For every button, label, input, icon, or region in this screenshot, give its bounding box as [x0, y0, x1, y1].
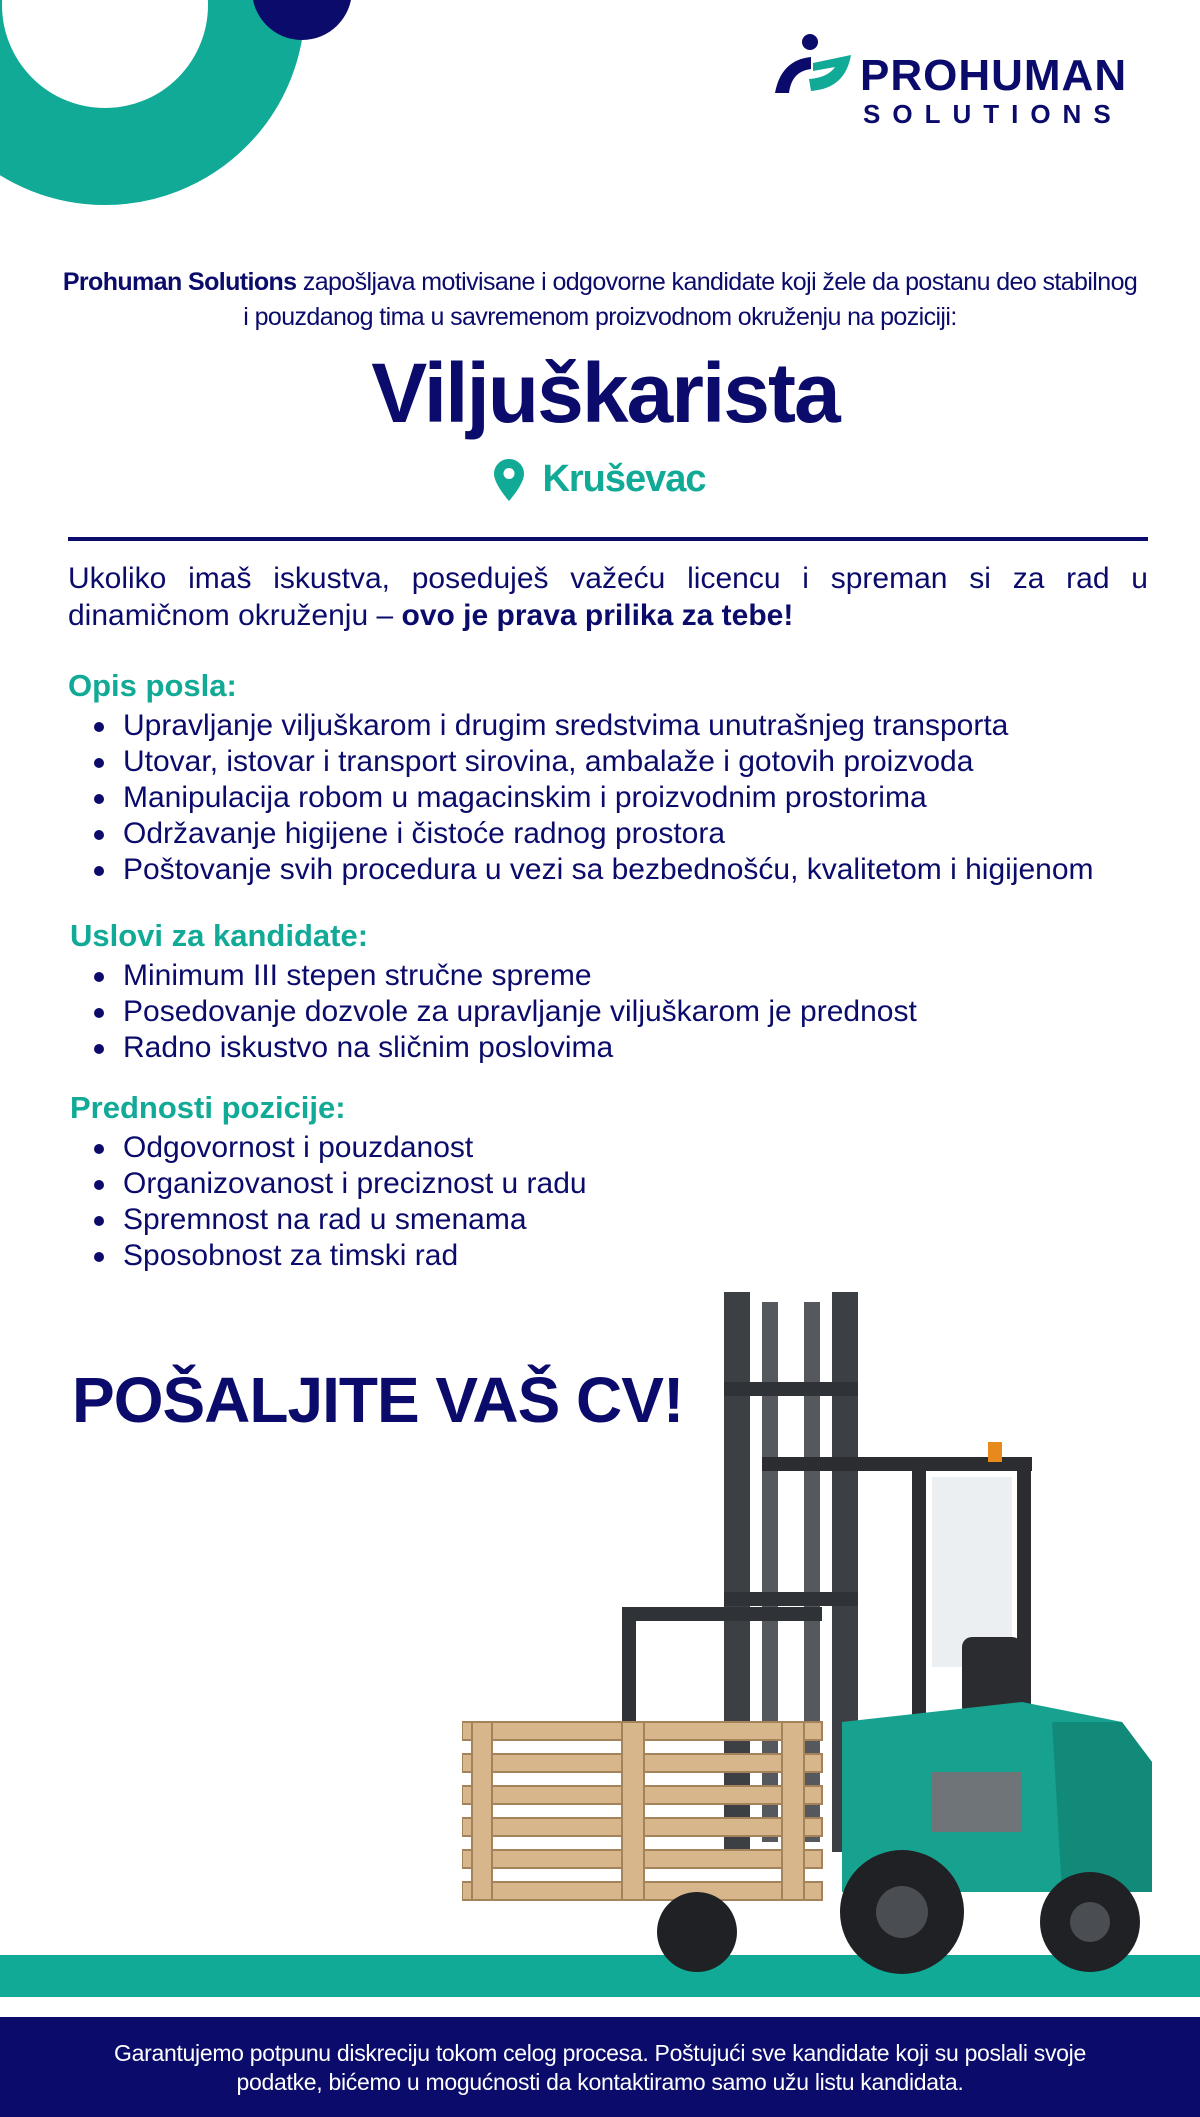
- lead-text: Ukoliko imaš iskustva, poseduješ važeću licencu i spreman si za rad u dinamičnom okruženju –: [68, 562, 1148, 632]
- list-item: Održavanje higijene i čistoće radnog prostora: [90, 816, 1094, 852]
- cta-send-cv: POŠALJITE VAŠ CV!: [72, 1364, 684, 1436]
- map-pin-icon: [494, 459, 524, 501]
- footer-disclaimer: Garantujemo potpunu diskreciju tokom celog procesa. Poštujući sve kandidate koji su poslali svoje podatke, bićemo u mogućnosti da kontaktiramo samo užu listu kandidata.: [0, 2017, 1200, 2117]
- job-location: [0, 458, 1200, 501]
- section-title-requirements: Uslovi za kandidate:: [70, 918, 369, 953]
- advantages-list: [90, 1130, 587, 1274]
- location-label: Kruševac: [542, 458, 706, 500]
- prohuman-logo-icon: [773, 33, 853, 98]
- list-item: Manipulacija robom u magacinskim i proizvodnim prostorima: [90, 780, 1094, 816]
- list-item: Upravljanje viljuškarom i drugim sredstvima unutrašnjeg transporta: [90, 708, 1094, 744]
- list-item: Radno iskustvo na sličnim poslovima: [90, 1030, 917, 1066]
- intro-paragraph: [60, 265, 1140, 335]
- list-item: Organizovanost i preciznost u radu: [90, 1166, 587, 1202]
- list-item: Minimum III stepen stručne spreme: [90, 958, 917, 994]
- divider: [68, 537, 1148, 541]
- intro-company-name: Prohuman Solutions: [62, 268, 297, 296]
- lead-emphasis: ovo je prava prilika za tebe!: [401, 599, 794, 632]
- forklift-illustration: [462, 1292, 1162, 1992]
- intro-text: zapošljava motivisane i odgovorne kandidate koji žele da postanu deo stabilnog i pouzdanog tima u savremenom proizvodnom okruženju na poziciji:: [243, 268, 1138, 331]
- list-item: Poštovanje svih procedura u vezi sa bezbednošću, kvalitetom i higijenom: [90, 852, 1094, 888]
- list-item: Sposobnost za timski rad: [90, 1238, 587, 1274]
- section-title-job-description: Opis posla:: [68, 668, 237, 703]
- list-item: Spremnost na rad u smenama: [90, 1202, 587, 1238]
- list-item: Odgovornost i pouzdanost: [90, 1130, 587, 1166]
- lead-paragraph: [68, 560, 1148, 634]
- job-description-list: [90, 708, 1094, 888]
- list-item: Utovar, istovar i transport sirovina, ambalaže i gotovih proizvoda: [90, 744, 1094, 780]
- list-item: Posedovanje dozvole za upravljanje viljuškarom je prednost: [90, 994, 917, 1030]
- teal-arc-decoration: [0, 0, 305, 205]
- company-logo: [773, 33, 1158, 128]
- logo-subtitle: SOLUTIONS: [863, 99, 1123, 129]
- logo-wordmark: PROHUMAN: [860, 51, 1128, 100]
- requirements-list: [90, 958, 917, 1066]
- section-title-advantages: Prednosti pozicije:: [70, 1090, 346, 1125]
- job-title: Viljuškarista: [371, 346, 839, 440]
